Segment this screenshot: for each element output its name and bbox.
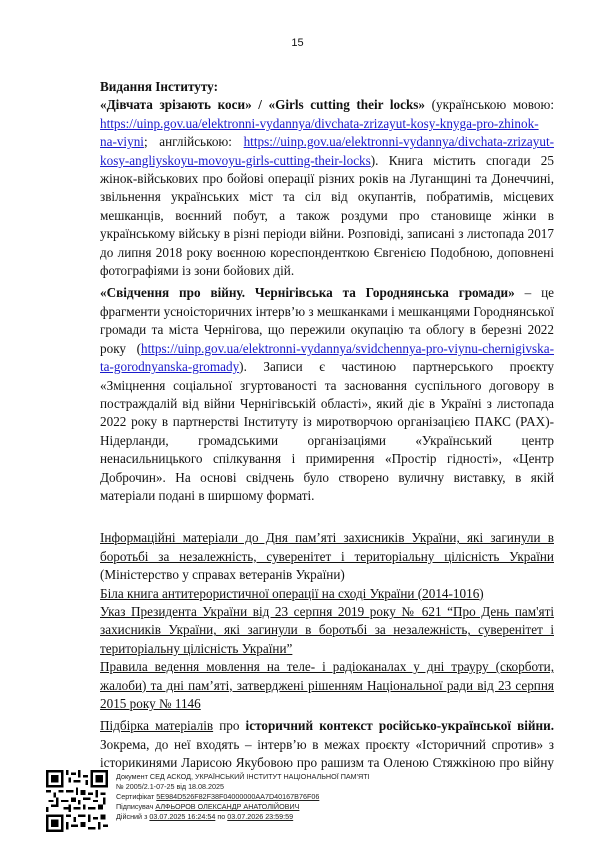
book1-title: «Дівчата зрізають коси» / «Girls cutting their locks» [100, 97, 426, 113]
list-item-info-materials [100, 529, 554, 584]
white-book-link[interactable]: Біла книга антитерористичної операції на сході України (2014-1016) [100, 585, 484, 601]
sig-valid-from: 03.07.2025 16:24:54 [149, 812, 216, 821]
materials-context: історичний контекст російсько-української війни. [245, 718, 554, 734]
book2-link[interactable]: https://uinp.gov.ua/elektronni-vydannya/svidchennya-pro-viynu-chernigivska-ta-gorodnyanska-gromady [100, 340, 554, 375]
book2-description-1: – це фрагменти усноісторичних інтерв’ю з мешканками і мешканцями Городнянської громади та міста Чернігова, що пережили окупацію та облогу в березні 2022 року ( [100, 285, 554, 356]
book1-link-ua[interactable]: https://uinp.gov.ua/elektronni-vydannya/divchata-zrizayut-kosy-knyga-pro-zhinok-na-viyni [100, 115, 539, 150]
page-content [100, 78, 554, 791]
signature-footer [46, 770, 556, 832]
sig-number-line: № 2005/2.1-07-25 від 18.08.2025 [116, 782, 225, 791]
paragraph-book1 [100, 96, 554, 280]
section-heading [100, 78, 554, 96]
sig-document-line: Документ СЕД АСКОД, УКРАЇНСЬКИЙ ІНСТИТУТ НАЦІОНАЛЬНОЇ ПАМ'ЯТІ [116, 772, 370, 781]
book1-lang-en: ; англійською: [143, 134, 244, 150]
sig-signer-value: АЛФЬОРОВ ОЛЕКСАНДР АНАТОЛІЙОВИЧ [155, 802, 300, 811]
paragraph-book2 [100, 284, 554, 505]
list-item-decree [100, 603, 554, 658]
book1-lang-ua: (українською мовою: [425, 97, 555, 113]
list-item-broadcast-rules [100, 658, 554, 713]
sig-certificate-label: Сертифікат [116, 792, 157, 801]
info-materials-link[interactable]: Інформаційні матеріали до Дня пам’яті захисників України, які загинули в боротьбі за незалежність, суверенітет і територіальну цілісність України [100, 530, 554, 564]
sig-signer-line [116, 802, 556, 812]
materials-mid: про [213, 718, 246, 734]
sig-validity-label: Дійсний з [116, 812, 150, 821]
sig-validity-mid: по [215, 812, 228, 821]
book2-title: «Свідчення про війну. Чернігівська та Городнянська громади» [100, 285, 515, 301]
sig-certificate-line [116, 792, 556, 802]
page-number: 15 [291, 37, 304, 49]
materials-selection-link[interactable]: Підбірка матеріалів [100, 718, 214, 734]
heading-text: Видання Інституту: [100, 79, 218, 94]
sig-validity-line [116, 812, 556, 822]
info-materials-source: (Міністерство у справах ветеранів України) [100, 567, 345, 583]
qr-code-icon [46, 770, 108, 832]
sig-certificate-value: 5E984D526F82F38F04000000AA7D40167B76F06 [156, 792, 320, 801]
list-item-white-book [100, 585, 554, 603]
book2-description-2: ). Записи є частиною партнерського проєкту «Зміцнення соціальної згуртованості та засновання суспільного договору в постраждалій від війни Чернігівській області», який діє в Україні з листопада 2022 року в партнерстві Інституту із миротворчою організацією ПАКС (PAX)-Нідерланди, громадськими організаціями «Український центр ненасильницького спілкування і примирення «Простір гідності», «Центр Доброчин». На основі свідчень було створено вуличну виставку, в якій матеріали подані в ширшому форматі. [100, 359, 554, 503]
sig-signer-label: Підписувач [116, 802, 156, 811]
materials-rest: Зокрема, до неї входять – інтерв’ю в межах проєкту «Історичний спротив» з історикинями Ларисою Якубовою про рашизм та Оленою Стяжкіною про війну [100, 736, 554, 771]
book1-description: ). Книга містить спогади 25 жінок-військових про бойові операції різних років на Луганщині та Донеччині, звільнення українських міст та сіл від окупантів, побратимів, місцевих мешканців, воєнний побут, а також роздуми про становище жінки в українському війську в різні періоди війни. Розповіді, записані з листопада 2017 до липня 2018 року воєнною кореспонденткою Євгенією Подобною, доповнені фотографіями із зони бойових дій. [100, 152, 554, 279]
decree-link[interactable]: Указ Президента України від 23 серпня 2019 року № 621 “Про День пам'яті захисників України, які загинули в боротьбі за незалежність, суверенітет і територіальну цілісність України” [100, 603, 554, 656]
book1-link-en[interactable]: https://uinp.gov.ua/elektronni-vydannya/divchata-zrizayut-kosy-angliyskoyu-movoyu-girls-cutting-their-locks [100, 134, 554, 168]
broadcast-rules-link[interactable]: Правила ведення мовлення на теле- і радіоканалах у дні трауру (скорботи, жалоби) та дні пам’яті, затверджені рішенням Національної ради від 23 серпня 2015 року № 1146 [100, 659, 554, 711]
sig-valid-to: 03.07.2026 23:59:59 [227, 812, 294, 821]
signature-details [116, 772, 556, 822]
